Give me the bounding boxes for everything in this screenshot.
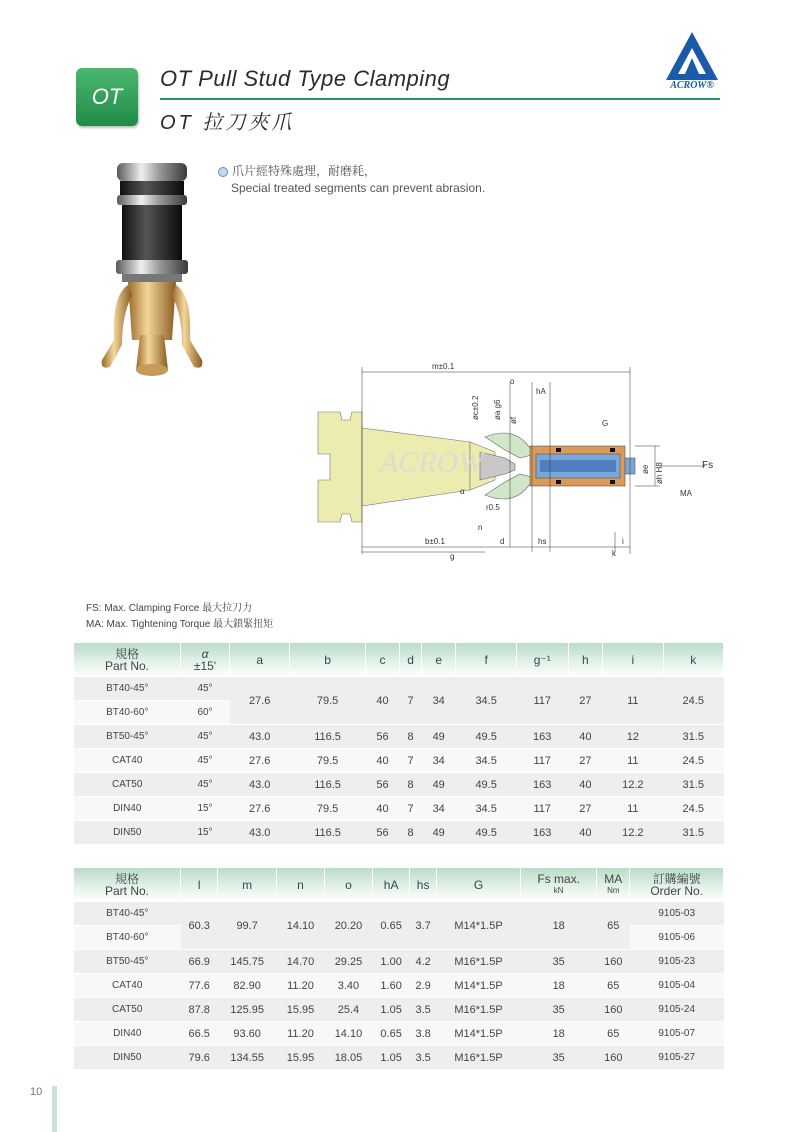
table-row (74, 998, 724, 1022)
alpha-value: 45° (181, 773, 230, 797)
table-cell: 31.5 (663, 773, 723, 797)
table-cell: 35 (521, 998, 597, 1022)
part-number: DIN50 (74, 1046, 181, 1070)
table-cell: 66.9 (181, 950, 218, 974)
svg-text:hA: hA (536, 387, 546, 396)
table-cell: 1.05 (372, 1046, 409, 1070)
col-header: m (218, 868, 277, 902)
table-cell: 117 (516, 677, 568, 725)
table-cell: 60.3 (181, 902, 218, 950)
table-cell: 49 (421, 773, 456, 797)
alpha-value: 45° (181, 749, 230, 773)
col-alpha: α ±15' (181, 643, 230, 677)
table-row (74, 902, 724, 926)
svg-text:øh H8: øh H8 (655, 462, 664, 484)
svg-text:α: α (460, 487, 465, 496)
page-number: 10 (30, 1086, 43, 1098)
order-number: 9105-27 (630, 1046, 724, 1070)
part-number: BT40-60° (74, 701, 181, 725)
svg-text:g: g (450, 552, 455, 561)
table-cell: 15.95 (276, 1046, 324, 1070)
svg-text:øa g6: øa g6 (493, 399, 502, 420)
table-cell: 99.7 (218, 902, 277, 950)
table-cell: 79.6 (181, 1046, 218, 1070)
table-cell: 43.0 (230, 773, 290, 797)
table-cell: 34 (421, 797, 456, 821)
product-image (92, 155, 212, 400)
table-cell: M16*1.5P (436, 1046, 520, 1070)
col-header: g⁻¹ (516, 643, 568, 677)
table-row (74, 1046, 724, 1070)
col-header: h (568, 643, 603, 677)
page-title: OT Pull Stud Type Clamping (160, 66, 451, 91)
col-header: e (421, 643, 456, 677)
table-cell: 20.20 (324, 902, 372, 950)
feature-note (218, 163, 485, 197)
col-ma: MA Nm (597, 868, 630, 902)
svg-text:d: d (500, 537, 505, 546)
part-number: BT40-60° (74, 926, 181, 950)
section-badge (76, 68, 138, 126)
table-row (74, 1022, 724, 1046)
svg-text:øf: øf (509, 416, 518, 424)
logo-text: ACROW® (670, 80, 714, 91)
page-subtitle: OT 拉刀夾爪 (160, 112, 295, 134)
table-cell: 1.00 (372, 950, 409, 974)
col-header: b (290, 643, 365, 677)
table-cell: 24.5 (663, 749, 723, 773)
table-cell: 2.9 (410, 974, 437, 998)
part-number: DIN40 (74, 1022, 181, 1046)
table-header-row (74, 643, 724, 677)
part-number: CAT50 (74, 773, 181, 797)
table-cell: 134.55 (218, 1046, 277, 1070)
table-cell: 31.5 (663, 821, 723, 845)
table-cell: 0.65 (372, 1022, 409, 1046)
table-cell: 56 (365, 821, 400, 845)
table-cell: 40 (365, 749, 400, 773)
order-number: 9105-06 (630, 926, 724, 950)
table-cell: 163 (516, 773, 568, 797)
table-cell: 27 (568, 749, 603, 773)
order-table (74, 868, 724, 1070)
table-cell: 12.2 (603, 821, 663, 845)
technical-drawing (310, 362, 730, 567)
table-cell: 65 (597, 902, 630, 950)
table-cell: 43.0 (230, 725, 290, 749)
svg-text:øe: øe (641, 464, 650, 474)
table-cell: 27.6 (230, 677, 290, 725)
table-cell: 49.5 (456, 725, 516, 749)
legend-fs: FS: Max. Clamping Force 最大拉刀力 (86, 603, 253, 614)
table-cell: 27 (568, 677, 603, 725)
table-cell: 24.5 (663, 797, 723, 821)
alpha-value: 15° (181, 797, 230, 821)
table-cell: M14*1.5P (436, 974, 520, 998)
col-header: a (230, 643, 290, 677)
table-cell: 18.05 (324, 1046, 372, 1070)
table-cell: 35 (521, 950, 597, 974)
order-number: 9105-03 (630, 902, 724, 926)
svg-text:b±0.1: b±0.1 (425, 537, 445, 546)
table-cell: 11 (603, 797, 663, 821)
table-row (74, 773, 724, 797)
table-cell: 34.5 (456, 797, 516, 821)
dimension-table (74, 643, 724, 845)
svg-text:øc±0.2: øc±0.2 (471, 395, 480, 420)
table-cell: 7 (400, 797, 422, 821)
table-cell: 12.2 (603, 773, 663, 797)
svg-text:Fs: Fs (702, 460, 714, 471)
badge-label: OT (91, 84, 123, 109)
table-row (74, 950, 724, 974)
page-margin-bar (52, 1086, 57, 1132)
table-cell: 117 (516, 797, 568, 821)
table-cell: 34.5 (456, 749, 516, 773)
table-cell: 125.95 (218, 998, 277, 1022)
svg-text:i: i (622, 537, 624, 546)
table-cell: 116.5 (290, 725, 365, 749)
table-cell: 65 (597, 974, 630, 998)
svg-text:MA: MA (680, 489, 692, 498)
table-cell: 1.05 (372, 998, 409, 1022)
part-number: BT40-45° (74, 677, 181, 701)
table-row (74, 677, 724, 701)
table-cell: 29.25 (324, 950, 372, 974)
table-cell: 65 (597, 1022, 630, 1046)
table-cell: 40 (568, 821, 603, 845)
table-cell: 116.5 (290, 773, 365, 797)
col-fs-max: Fs max. kN (521, 868, 597, 902)
table-cell: 3.8 (410, 1022, 437, 1046)
part-number: BT40-45° (74, 902, 181, 926)
table-cell: 66.5 (181, 1022, 218, 1046)
part-number: DIN40 (74, 797, 181, 821)
table-cell: 0.65 (372, 902, 409, 950)
table-cell: 24.5 (663, 677, 723, 725)
table-cell: 40 (568, 725, 603, 749)
svg-text:hs: hs (538, 537, 547, 546)
table-cell: 3.7 (410, 902, 437, 950)
table-cell: 49.5 (456, 773, 516, 797)
svg-text:G: G (602, 419, 609, 428)
table-cell: 18 (521, 902, 597, 950)
table-cell: M16*1.5P (436, 950, 520, 974)
table-cell: 163 (516, 725, 568, 749)
table-cell: 56 (365, 725, 400, 749)
table-cell: 8 (400, 821, 422, 845)
svg-text:r0.5: r0.5 (486, 503, 500, 512)
svg-text:k: k (612, 549, 616, 558)
alpha-value: 15° (181, 821, 230, 845)
table-cell: 31.5 (663, 725, 723, 749)
bullet-icon (218, 167, 228, 177)
table-cell: 15.95 (276, 998, 324, 1022)
title-divider (160, 98, 720, 100)
col-header: hs (410, 868, 437, 902)
table-cell: 79.5 (290, 749, 365, 773)
table-cell: 163 (516, 821, 568, 845)
table-cell: 145.75 (218, 950, 277, 974)
col-header: i (603, 643, 663, 677)
table-cell: 79.5 (290, 677, 365, 725)
table-cell: 8 (400, 773, 422, 797)
table-header-row (74, 868, 724, 902)
table-row (74, 749, 724, 773)
legend (86, 601, 273, 633)
table-cell: M14*1.5P (436, 1022, 520, 1046)
table-cell: 27.6 (230, 749, 290, 773)
table-cell: 1.60 (372, 974, 409, 998)
table-row (74, 725, 724, 749)
table-cell: 93.60 (218, 1022, 277, 1046)
table-cell: 56 (365, 773, 400, 797)
table-cell: 40 (365, 797, 400, 821)
table-cell: 49 (421, 725, 456, 749)
alpha-value: 45° (181, 677, 230, 701)
col-header: n (276, 868, 324, 902)
table-cell: 3.5 (410, 1046, 437, 1070)
col-part-no: 規格 Part No. (74, 868, 181, 902)
part-number: CAT40 (74, 974, 181, 998)
svg-text:n: n (478, 523, 483, 532)
order-number: 9105-23 (630, 950, 724, 974)
alpha-value: 45° (181, 725, 230, 749)
col-header: f (456, 643, 516, 677)
table-cell: 35 (521, 1046, 597, 1070)
col-header: G (436, 868, 520, 902)
table-cell: 7 (400, 677, 422, 725)
table-cell: 49 (421, 821, 456, 845)
order-number: 9105-07 (630, 1022, 724, 1046)
feature-zh: 爪片經特殊處理，耐磨耗， (232, 164, 377, 178)
feature-en: Special treated segments can prevent abrasion. (231, 181, 486, 195)
table-cell: 3.40 (324, 974, 372, 998)
table-cell: 11 (603, 677, 663, 725)
table-cell: 11 (603, 749, 663, 773)
table-cell: 25.4 (324, 998, 372, 1022)
table-cell: 7 (400, 749, 422, 773)
table-cell: 8 (400, 725, 422, 749)
table-cell: 116.5 (290, 821, 365, 845)
table-cell: 40 (568, 773, 603, 797)
table-cell: 18 (521, 974, 597, 998)
table-cell: 3.5 (410, 998, 437, 1022)
table-cell: M14*1.5P (436, 902, 520, 950)
col-header: hA (372, 868, 409, 902)
table-cell: 49.5 (456, 821, 516, 845)
legend-ma: MA: Max. Tightening Torque 最大鎖緊扭矩 (86, 619, 274, 630)
table-cell: 160 (597, 1046, 630, 1070)
alpha-value: 60° (181, 701, 230, 725)
table-cell: 160 (597, 950, 630, 974)
part-number: CAT40 (74, 749, 181, 773)
col-header: k (663, 643, 723, 677)
svg-text:ACROW: ACROW (380, 446, 484, 479)
table-cell: 18 (521, 1022, 597, 1046)
svg-text:m±0.1: m±0.1 (432, 362, 455, 371)
part-number: BT50-45° (74, 950, 181, 974)
table-cell: 34.5 (456, 677, 516, 725)
table-row (74, 797, 724, 821)
part-number: DIN50 (74, 821, 181, 845)
table-cell: 14.10 (276, 902, 324, 950)
table-cell: 11.20 (276, 1022, 324, 1046)
table-cell: 14.70 (276, 950, 324, 974)
table-cell: 34 (421, 749, 456, 773)
table-cell: 27 (568, 797, 603, 821)
table-cell: 14.10 (324, 1022, 372, 1046)
part-number: CAT50 (74, 998, 181, 1022)
table-cell: 43.0 (230, 821, 290, 845)
col-header: c (365, 643, 400, 677)
col-header: o (324, 868, 372, 902)
table-cell: 77.6 (181, 974, 218, 998)
part-number: BT50-45° (74, 725, 181, 749)
table-cell: 11.20 (276, 974, 324, 998)
table-cell: 34 (421, 677, 456, 725)
table-cell: 4.2 (410, 950, 437, 974)
table-cell: 82.90 (218, 974, 277, 998)
table-cell: M16*1.5P (436, 998, 520, 1022)
table-cell: 160 (597, 998, 630, 1022)
table-cell: 117 (516, 749, 568, 773)
col-header: l (181, 868, 218, 902)
table-cell: 79.5 (290, 797, 365, 821)
col-part-no: 規格 Part No. (74, 643, 181, 677)
table-cell: 40 (365, 677, 400, 725)
table-row (74, 974, 724, 998)
order-number: 9105-24 (630, 998, 724, 1022)
svg-text:o: o (510, 377, 515, 386)
table-cell: 27.6 (230, 797, 290, 821)
order-number: 9105-04 (630, 974, 724, 998)
table-row (74, 821, 724, 845)
table-cell: 87.8 (181, 998, 218, 1022)
table-cell: 12 (603, 725, 663, 749)
col-order-no: 訂購編號 Order No. (630, 868, 724, 902)
col-header: d (400, 643, 422, 677)
